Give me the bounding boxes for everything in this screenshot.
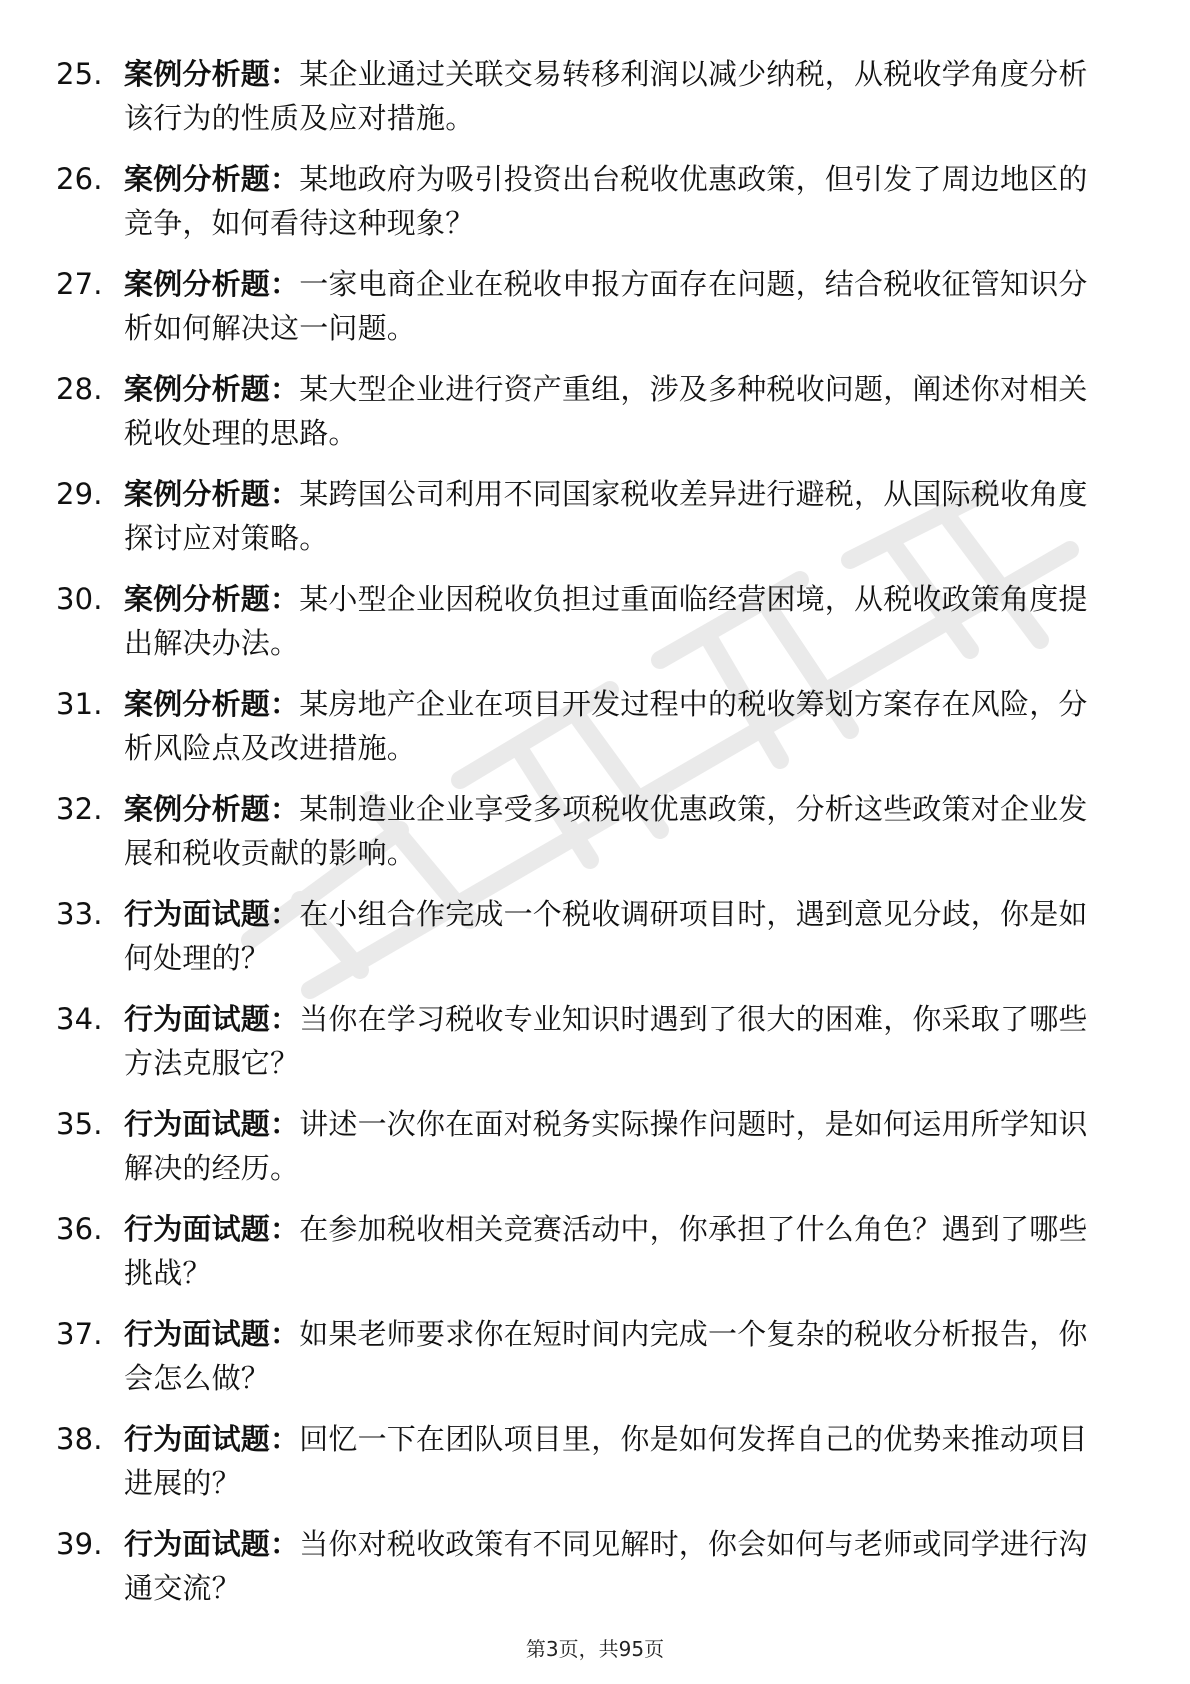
question-text: 某地政府为吸引投资出台税收优惠政策，但引发了周边地区的竞争，如何看待这种现象？	[124, 162, 1088, 240]
question-text: 在小组合作完成一个税收调研项目时，遇到意见分歧，你是如何处理的？	[124, 897, 1088, 975]
question-type: 案例分析题：	[124, 477, 300, 511]
question-body	[124, 367, 1106, 455]
question-type: 行为面试题：	[124, 1422, 300, 1456]
question-number: 30.	[56, 582, 103, 616]
question-type: 案例分析题：	[124, 372, 300, 406]
question-type: 案例分析题：	[124, 162, 300, 196]
question-body	[124, 997, 1106, 1085]
question-body	[124, 262, 1106, 350]
question-item	[56, 577, 1106, 665]
question-number: 27.	[56, 267, 103, 301]
question-body	[124, 1312, 1106, 1400]
question-item	[56, 892, 1106, 980]
question-item	[56, 1102, 1106, 1190]
question-text: 讲述一次你在面对税务实际操作问题时，是如何运用所学知识解决的经历。	[124, 1107, 1088, 1185]
question-item	[56, 1522, 1106, 1610]
question-type: 行为面试题：	[124, 1527, 300, 1561]
question-type: 行为面试题：	[124, 1002, 300, 1036]
question-body	[124, 157, 1106, 245]
question-body	[124, 52, 1106, 140]
question-text: 某跨国公司利用不同国家税收差异进行避税，从国际税收角度探讨应对策略。	[124, 477, 1088, 555]
question-list	[56, 52, 1106, 1627]
question-item	[56, 682, 1106, 770]
question-type: 行为面试题：	[124, 897, 300, 931]
question-body	[124, 1207, 1106, 1295]
question-item	[56, 997, 1106, 1085]
question-item	[56, 1312, 1106, 1400]
question-item	[56, 472, 1106, 560]
question-text: 某大型企业进行资产重组，涉及多种税收问题，阐述你对相关税收处理的思路。	[124, 372, 1088, 450]
question-type: 案例分析题：	[124, 792, 300, 826]
question-text: 当你在学习税收专业知识时遇到了很大的困难，你采取了哪些方法克服它？	[124, 1002, 1088, 1080]
question-text: 某制造业企业享受多项税收优惠政策，分析这些政策对企业发展和税收贡献的影响。	[124, 792, 1088, 870]
question-item	[56, 52, 1106, 140]
question-item	[56, 787, 1106, 875]
question-number: 31.	[56, 687, 103, 721]
question-item	[56, 1417, 1106, 1505]
question-number: 39.	[56, 1527, 103, 1561]
question-type: 行为面试题：	[124, 1317, 300, 1351]
question-body	[124, 1417, 1106, 1505]
question-number: 35.	[56, 1107, 103, 1141]
question-item	[56, 262, 1106, 350]
question-body	[124, 892, 1106, 980]
question-type: 案例分析题：	[124, 57, 300, 91]
question-type: 行为面试题：	[124, 1212, 300, 1246]
question-text: 如果老师要求你在短时间内完成一个复杂的税收分析报告，你会怎么做？	[124, 1317, 1088, 1395]
question-text: 在参加税收相关竞赛活动中，你承担了什么角色？遇到了哪些挑战？	[124, 1212, 1088, 1290]
question-type: 行为面试题：	[124, 1107, 300, 1141]
question-text: 某企业通过关联交易转移利润以减少纳税，从税收学角度分析该行为的性质及应对措施。	[124, 57, 1088, 135]
question-type: 案例分析题：	[124, 582, 300, 616]
question-number: 33.	[56, 897, 103, 931]
question-text: 一家电商企业在税收申报方面存在问题，结合税收征管知识分析如何解决这一问题。	[124, 267, 1088, 345]
question-number: 28.	[56, 372, 103, 406]
question-number: 38.	[56, 1422, 103, 1456]
question-text: 某小型企业因税收负担过重面临经营困境，从税收政策角度提出解决办法。	[124, 582, 1088, 660]
question-body	[124, 472, 1106, 560]
question-number: 25.	[56, 57, 103, 91]
question-item	[56, 157, 1106, 245]
question-number: 32.	[56, 792, 103, 826]
question-body	[124, 1102, 1106, 1190]
question-type: 案例分析题：	[124, 267, 300, 301]
question-number: 34.	[56, 1002, 103, 1036]
question-type: 案例分析题：	[124, 687, 300, 721]
question-body	[124, 577, 1106, 665]
question-item	[56, 1207, 1106, 1295]
question-body	[124, 1522, 1106, 1610]
question-number: 36.	[56, 1212, 103, 1246]
question-body	[124, 787, 1106, 875]
question-text: 某房地产企业在项目开发过程中的税收筹划方案存在风险，分析风险点及改进措施。	[124, 687, 1088, 765]
question-number: 29.	[56, 477, 103, 511]
page-footer: 第3页，共95页	[525, 1637, 665, 1661]
question-text: 回忆一下在团队项目里，你是如何发挥自己的优势来推动项目进展的？	[124, 1422, 1088, 1500]
question-text: 当你对税收政策有不同见解时，你会如何与老师或同学进行沟通交流？	[124, 1527, 1088, 1605]
question-number: 37.	[56, 1317, 103, 1351]
question-number: 26.	[56, 162, 103, 196]
question-item	[56, 367, 1106, 455]
question-body	[124, 682, 1106, 770]
